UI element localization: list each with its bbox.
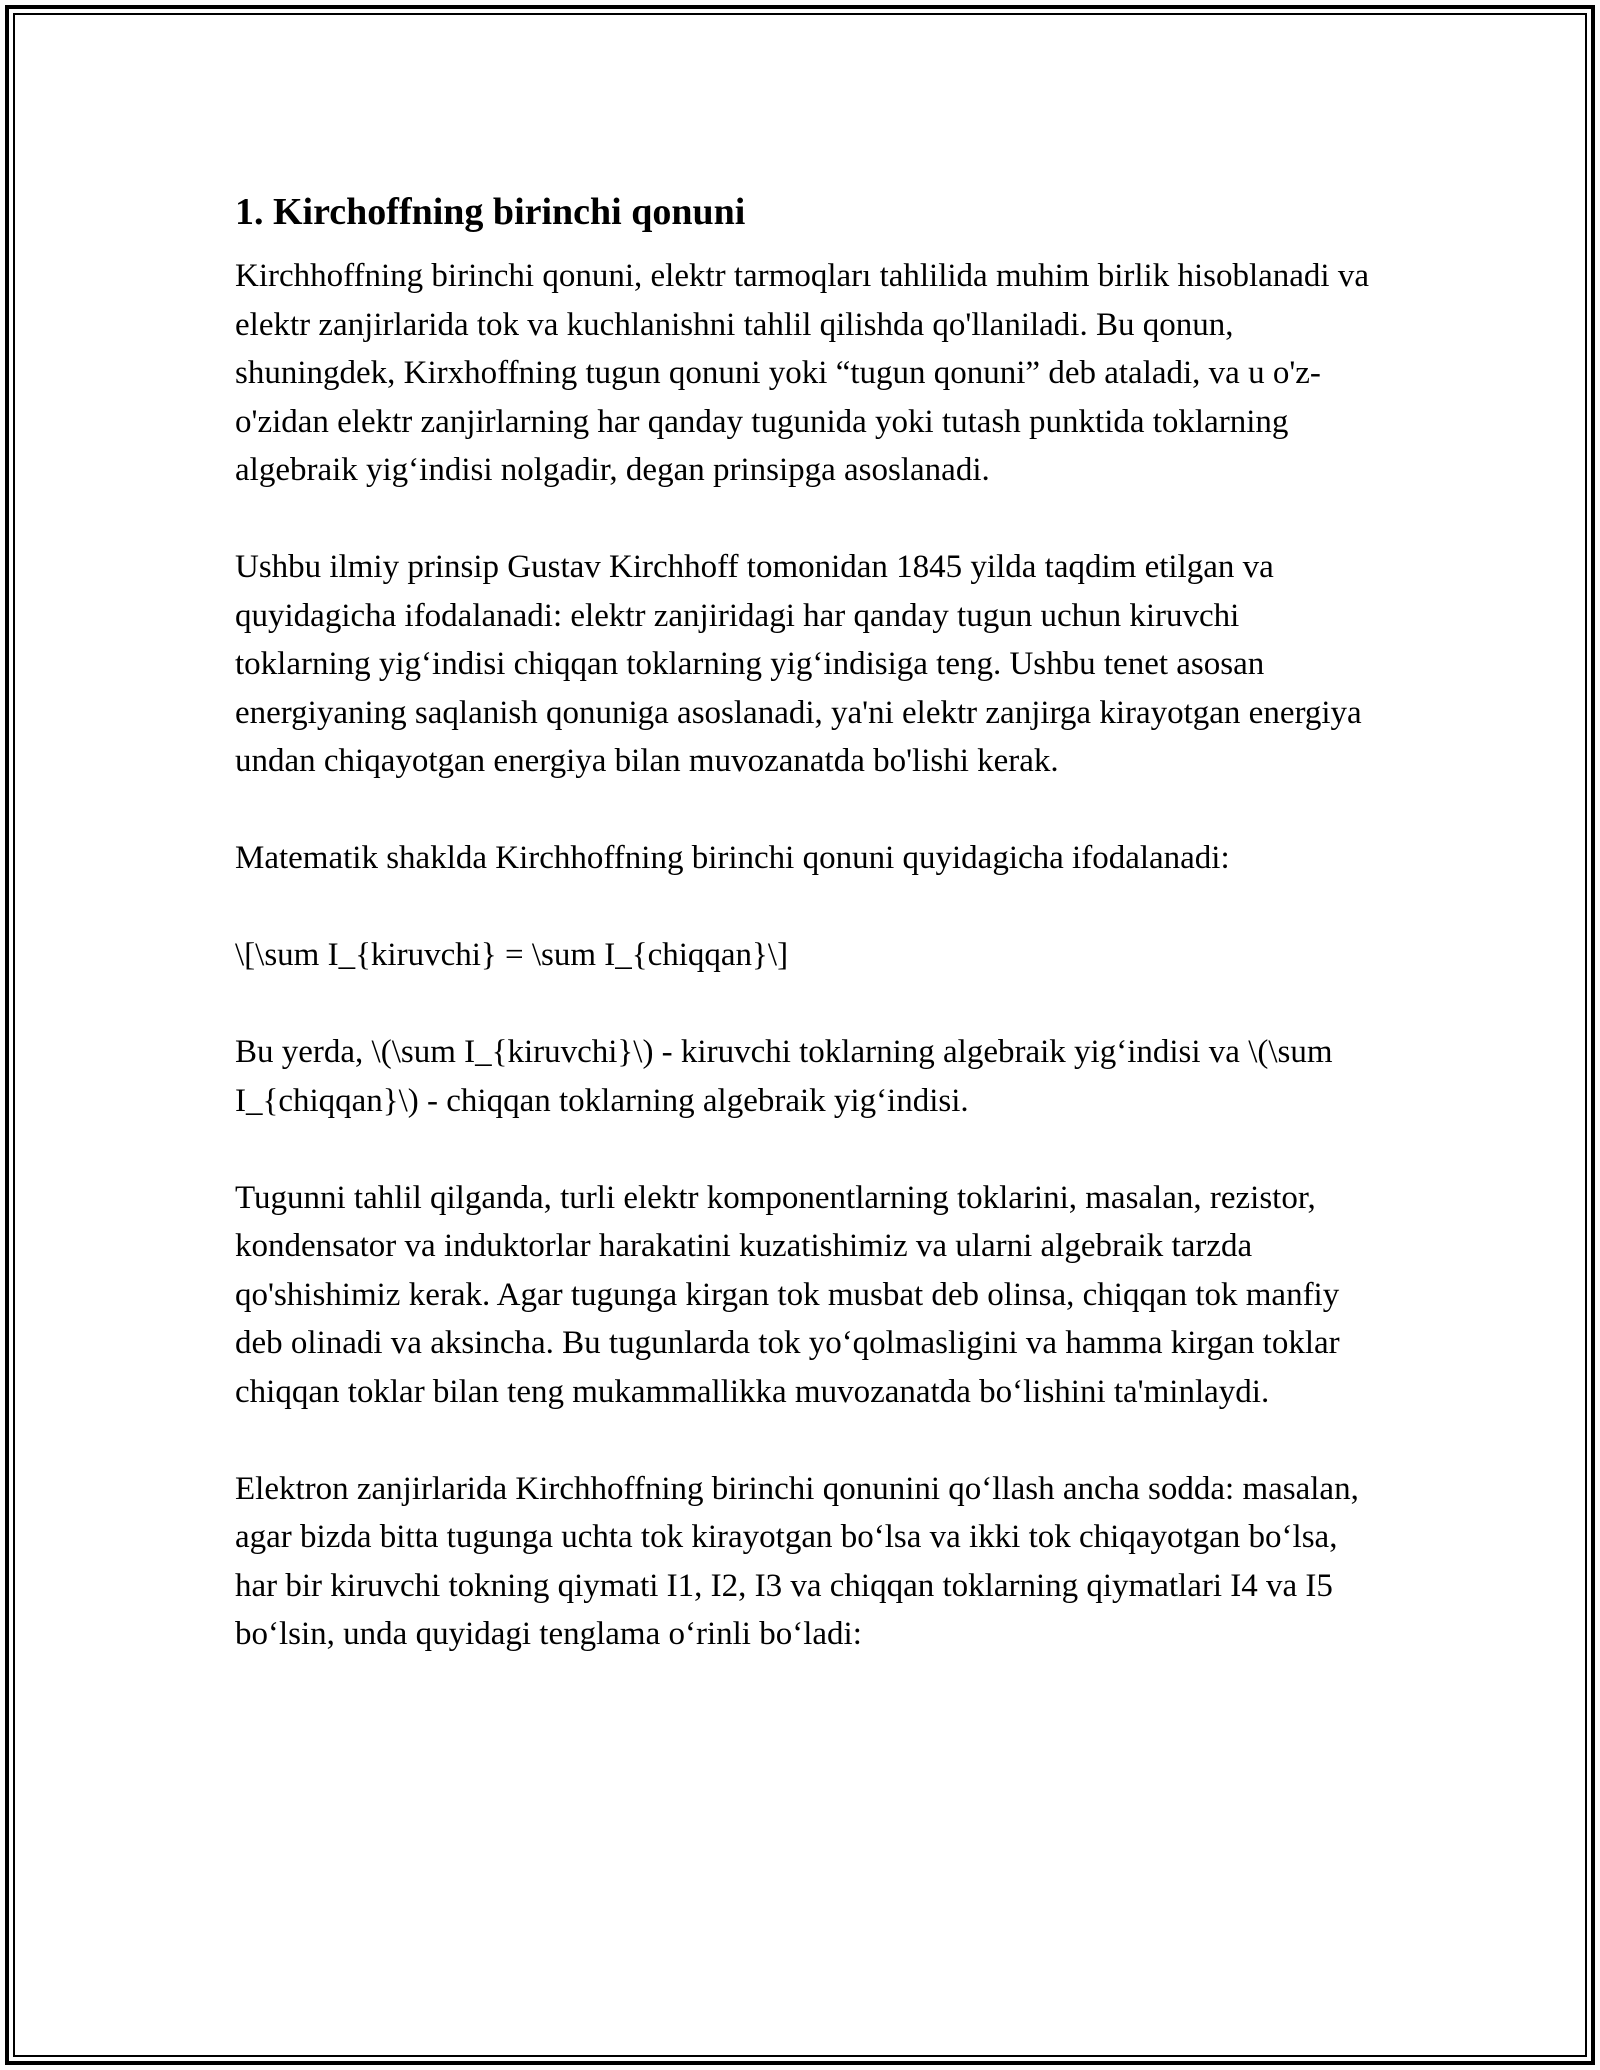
paragraph-principle: Ushbu ilmiy prinsip Gustav Kirchhoff tomonidan 1845 yilda taqdim etilgan va quyidagicha ifodalanadi: elektr zanjiridagi har qanday tugun uchun kiruvchi toklarning yig‘indisi chiqqan toklarning yig‘indisiga teng. Ushbu tenet asosan energiyaning saqlanish qonuniga asoslanadi, ya'ni elektr zanjirga kirayotgan energiya undan chiqayotgan energiya bilan muvozanatda bo'lishi kerak. (235, 549, 1362, 779)
paragraph-math-intro: Matematik shaklda Kirchhoffning birinchi qonuni quyidagicha ifodalanadi: (235, 840, 1230, 876)
paragraph-formula-explanation: Bu yerda, \(\sum I_{kiruvchi}\) - kiruvchi toklarning algebraik yig‘indisi va \(\sum I_{chiqqan}\) - chiqqan toklarning algebraik yig‘indisi. (235, 1034, 1333, 1119)
paragraph-node-analysis: Tugunni tahlil qilganda, turli elektr komponentlarning toklarini, masalan, rezistor, kondensator va induktorlar harakatini kuzatishimiz va ularni algebraik tarzda qo'shishimiz kerak. Agar tugunga kirgan tok musbat deb olinsa, chiqqan tok manfiy deb olinadi va aksincha. Bu tugunlarda tok yo‘qolmasligini va hamma kirgan toklar chiqqan toklar bilan teng mukammallikka muvozanatda bo‘lishini ta'minlaydi. (235, 1179, 1340, 1410)
document-body (235, 188, 1375, 1707)
section-heading: 1. Kirchoffning birinchi qonuni (235, 191, 746, 233)
paragraph-intro: Kirchhoffning birinchi qonuni, elektr tarmoqları tahlilida muhim birlik hisoblanadi va elektr zanjirlarida tok va kuchlanishni tahlil qilishda qo'llaniladi. Bu qonun, shuningdek, Kirxhoffning tugun qonuni yoki “tugun qonuni” deb ataladi, va u o'z-o'zidan elektr zanjirlarning har qanday tugunida yoki tutash punktida toklarning algebraik yig‘indisi nolgadir, degan prinsipga asoslanadi. (235, 258, 1369, 488)
paragraph-application: Elektron zanjirlarida Kirchhoffning birinchi qonunini qo‘llash ancha sodda: masalan, agar bizda bitta tugunga uchta tok kirayotgan bo‘lsa va ikki tok chiqayotgan bo‘lsa, har bir kiruvchi tokning qiymati I1, I2, I3 va chiqqan toklarning qiymatlari I4 va I5 bo‘lsin, unda quyidagi tenglama o‘rinli bo‘ladi: (235, 1470, 1359, 1652)
paragraph-formula: \[\sum I_{kiruvchi} = \sum I_{chiqqan}\] (235, 937, 789, 973)
